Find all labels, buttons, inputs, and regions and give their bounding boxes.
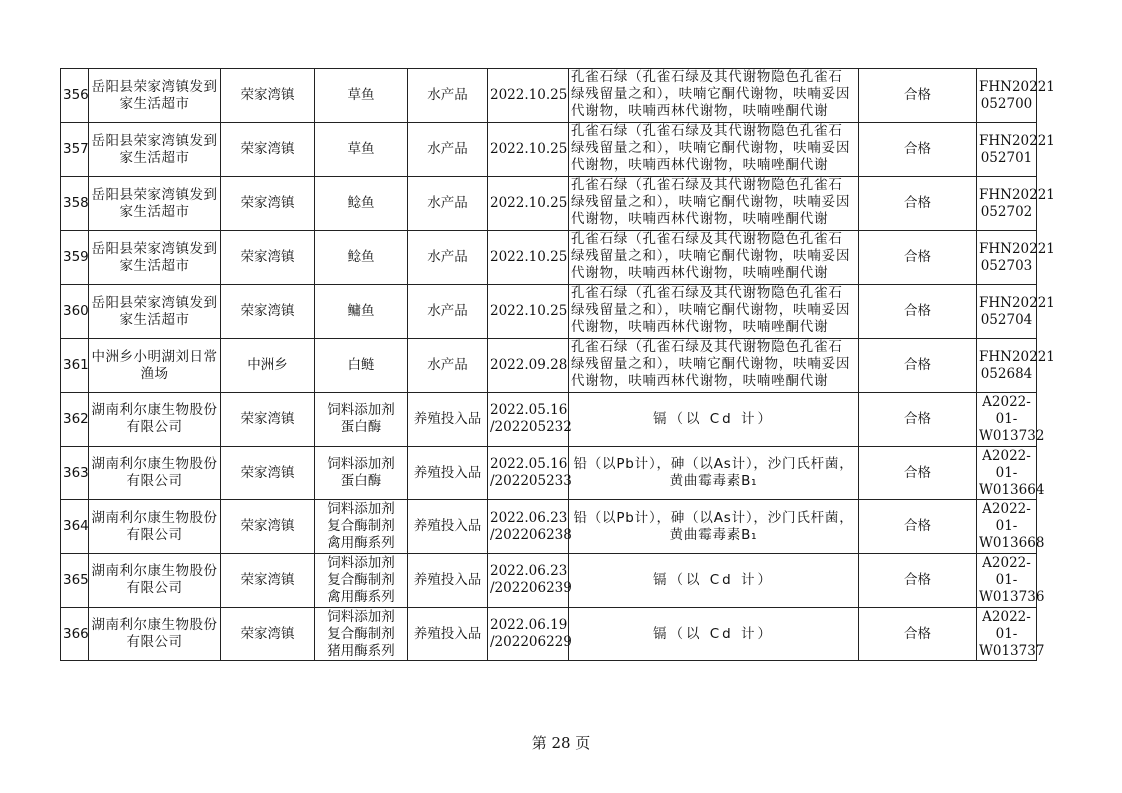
date-line: 2022.05.16 [490,402,568,419]
table-row [61,285,1037,339]
product-category: 水产品 [408,339,488,393]
product-name [315,123,408,177]
product-line: 蛋白酶 [340,419,382,436]
sampled-unit: 岳阳县荣家湾镇发到家生活超市 [89,231,221,285]
product-line: 禽用酶系列 [327,535,395,552]
result-badge: 合格 [859,339,977,393]
sampled-unit: 湖南利尔康生物股份有限公司 [89,393,221,447]
row-number: 362 [61,393,89,447]
code-line: FHN20221 [979,132,1055,149]
test-items-text: 孔雀石绿（孔雀石绿及其代谢物隐色孔雀石绿残留量之和），呋喃它酮代谢物，呋喃妥因代谢物，呋喃西林代谢物，呋喃唑酮代谢 [571,177,851,227]
row-number: 358 [61,177,89,231]
code-line: 01- [995,625,1018,642]
product-line: 复合酶制剂 [327,518,395,535]
table-row [61,500,1037,554]
test-items [569,177,859,231]
table-row [61,69,1037,123]
table-row [61,554,1037,608]
date-line: 2022.10.25 [490,141,568,157]
product-line: 禽用酶系列 [327,588,395,605]
code-line: 01- [995,571,1018,588]
production-date [488,393,572,447]
product-line: 鲶鱼 [347,195,375,211]
production-date [488,446,572,500]
code-line: A2022- [982,501,1031,518]
code-line: 01- [995,518,1018,535]
date-line: 2022.09.28 [490,357,568,373]
report-code [977,231,1055,285]
code-line: FHN20221 [979,240,1055,257]
product-name [315,339,408,393]
result-badge: 合格 [859,500,977,554]
row-number: 361 [61,339,89,393]
production-date [488,69,569,123]
product-name [315,500,408,554]
code-line: W013668 [979,535,1045,552]
product-name [315,231,408,285]
product-line: 饲料添加剂 [327,608,395,625]
code-line: FHN20221 [979,348,1055,365]
test-items: 镉（以 Cd 计） [569,554,859,608]
table-row [61,607,1037,661]
code-line: 052701 [980,149,1033,166]
product-name [315,69,408,123]
report-code [977,177,1055,231]
report-code [977,500,1045,554]
code-line: A2022- [982,447,1031,464]
sampled-unit: 湖南利尔康生物股份有限公司 [89,607,221,661]
test-items-text: 孔雀石绿（孔雀石绿及其代谢物隐色孔雀石绿残留量之和），呋喃它酮代谢物，呋喃妥因代谢物，呋喃西林代谢物，呋喃唑酮代谢 [571,123,851,173]
date-line: 2022.06.19 [490,617,568,634]
row-number: 359 [61,231,89,285]
product-line: 蛋白酶 [340,473,382,490]
sampled-unit: 岳阳县荣家湾镇发到家生活超市 [89,285,221,339]
code-line: 052684 [980,365,1033,382]
inspection-results-table [60,68,1055,661]
result-badge: 合格 [859,231,977,285]
test-items [569,339,859,393]
product-line: 复合酶制剂 [327,571,395,588]
production-date [488,554,572,608]
report-code [977,285,1055,339]
date-line: 2022.10.25 [490,303,568,319]
product-line: 草鱼 [347,87,375,103]
date-line: /202206229 [490,634,572,651]
test-items: 铅（以Pb计），砷（以As计），沙门氏杆菌，黄曲霉毒素B₁ [569,500,859,554]
code-line: W013664 [979,481,1045,498]
test-items: 镉（以 Cd 计） [569,393,859,447]
product-line: 猪用酶系列 [327,642,395,659]
product-category: 水产品 [408,231,488,285]
report-code [977,339,1055,393]
code-line: 052702 [980,203,1033,220]
code-line: 01- [995,464,1018,481]
production-date [488,339,569,393]
sampled-unit: 湖南利尔康生物股份有限公司 [89,446,221,500]
date-line: 2022.06.23 [490,509,568,526]
product-name [315,607,408,661]
report-code [977,123,1055,177]
table-row [61,446,1037,500]
sampled-unit: 湖南利尔康生物股份有限公司 [89,500,221,554]
town: 荣家湾镇 [221,231,315,285]
product-name [315,446,408,500]
sampled-unit: 中洲乡小明湖刘日常渔场 [89,339,221,393]
row-number: 356 [61,69,89,123]
date-line: 2022.10.25 [490,249,568,265]
test-items [569,285,859,339]
production-date [488,177,569,231]
town: 荣家湾镇 [221,69,315,123]
town: 荣家湾镇 [221,500,315,554]
test-items-text: 孔雀石绿（孔雀石绿及其代谢物隐色孔雀石绿残留量之和），呋喃它酮代谢物，呋喃妥因代谢物，呋喃西林代谢物，呋喃唑酮代谢 [571,231,851,281]
code-line: 01- [995,410,1018,427]
code-line: 052703 [980,257,1033,274]
town: 荣家湾镇 [221,285,315,339]
result-badge: 合格 [859,285,977,339]
date-line: 2022.06.23 [490,563,568,580]
sampled-unit: 岳阳县荣家湾镇发到家生活超市 [89,123,221,177]
product-line: 饲料添加剂 [327,554,395,571]
product-category: 水产品 [408,69,488,123]
report-code [977,69,1055,123]
report-code [977,393,1045,447]
table-row [61,393,1037,447]
code-line: W013736 [979,588,1045,605]
town: 荣家湾镇 [221,123,315,177]
product-name [315,177,408,231]
code-line: W013737 [979,642,1045,659]
product-line: 鳙鱼 [347,303,375,319]
product-category: 水产品 [408,285,488,339]
code-line: A2022- [982,554,1031,571]
date-line: /202206239 [490,580,572,597]
result-badge: 合格 [859,554,977,608]
product-name [315,285,408,339]
product-category: 养殖投入品 [408,500,488,554]
table-row [61,177,1037,231]
date-line: 2022.10.25 [490,195,568,211]
town: 荣家湾镇 [221,554,315,608]
result-badge: 合格 [859,607,977,661]
result-badge: 合格 [859,69,977,123]
table-body [61,69,1055,661]
code-line: 052704 [980,311,1033,328]
report-code [977,446,1045,500]
date-line: 2022.10.25 [490,87,568,103]
table-row [61,231,1037,285]
product-category: 水产品 [408,123,488,177]
product-line: 草鱼 [347,141,375,157]
town: 荣家湾镇 [221,393,315,447]
test-items: 镉（以 Cd 计） [569,607,859,661]
row-number: 365 [61,554,89,608]
product-name [315,554,408,608]
test-items: 铅（以Pb计），砷（以As计），沙门氏杆菌，黄曲霉毒素B₁ [569,446,859,500]
page-number: 第 28 页 [531,734,591,752]
row-number: 364 [61,500,89,554]
production-date [488,123,569,177]
product-category: 养殖投入品 [408,554,488,608]
code-line: W013732 [979,427,1045,444]
row-number: 360 [61,285,89,339]
sampled-unit: 岳阳县荣家湾镇发到家生活超市 [89,177,221,231]
town: 荣家湾镇 [221,446,315,500]
town: 荣家湾镇 [221,607,315,661]
code-line: A2022- [982,608,1031,625]
test-items [569,231,859,285]
product-line: 复合酶制剂 [327,625,395,642]
date-line: /202206238 [490,526,572,543]
product-line: 饲料添加剂 [327,501,395,518]
date-line: /202205232 [490,419,572,436]
town: 荣家湾镇 [221,177,315,231]
code-line: A2022- [982,393,1031,410]
date-line: /202205233 [490,473,572,490]
result-badge: 合格 [859,446,977,500]
code-line: FHN20221 [979,186,1055,203]
product-category: 养殖投入品 [408,607,488,661]
product-line: 饲料添加剂 [327,402,395,419]
production-date [488,500,572,554]
row-number: 357 [61,123,89,177]
product-line: 饲料添加剂 [327,456,395,473]
product-line: 鲶鱼 [347,249,375,265]
production-date [488,285,569,339]
sampled-unit: 湖南利尔康生物股份有限公司 [89,554,221,608]
code-line: FHN20221 [979,78,1055,95]
row-number: 366 [61,607,89,661]
sampled-unit: 岳阳县荣家湾镇发到家生活超市 [89,69,221,123]
product-category: 养殖投入品 [408,446,488,500]
code-line: FHN20221 [979,294,1055,311]
table-row [61,123,1037,177]
test-items-text: 孔雀石绿（孔雀石绿及其代谢物隐色孔雀石绿残留量之和），呋喃它酮代谢物，呋喃妥因代谢物，呋喃西林代谢物，呋喃唑酮代谢 [571,339,851,389]
production-date [488,607,572,661]
test-items-text: 孔雀石绿（孔雀石绿及其代谢物隐色孔雀石绿残留量之和），呋喃它酮代谢物，呋喃妥因代谢物，呋喃西林代谢物，呋喃唑酮代谢 [571,285,851,335]
product-line: 白鲢 [347,357,375,373]
result-badge: 合格 [859,393,977,447]
table-row [61,339,1037,393]
test-items-text: 孔雀石绿（孔雀石绿及其代谢物隐色孔雀石绿残留量之和），呋喃它酮代谢物，呋喃妥因代谢物，呋喃西林代谢物，呋喃唑酮代谢 [571,69,851,119]
row-number: 363 [61,446,89,500]
code-line: 052700 [980,95,1033,112]
test-items [569,69,859,123]
product-category: 水产品 [408,177,488,231]
result-badge: 合格 [859,123,977,177]
town: 中洲乡 [221,339,315,393]
production-date [488,231,569,285]
test-items [569,123,859,177]
report-code [977,607,1045,661]
date-line: 2022.05.16 [490,456,568,473]
result-badge: 合格 [859,177,977,231]
product-category: 养殖投入品 [408,393,488,447]
product-name [315,393,408,447]
report-code [977,554,1045,608]
